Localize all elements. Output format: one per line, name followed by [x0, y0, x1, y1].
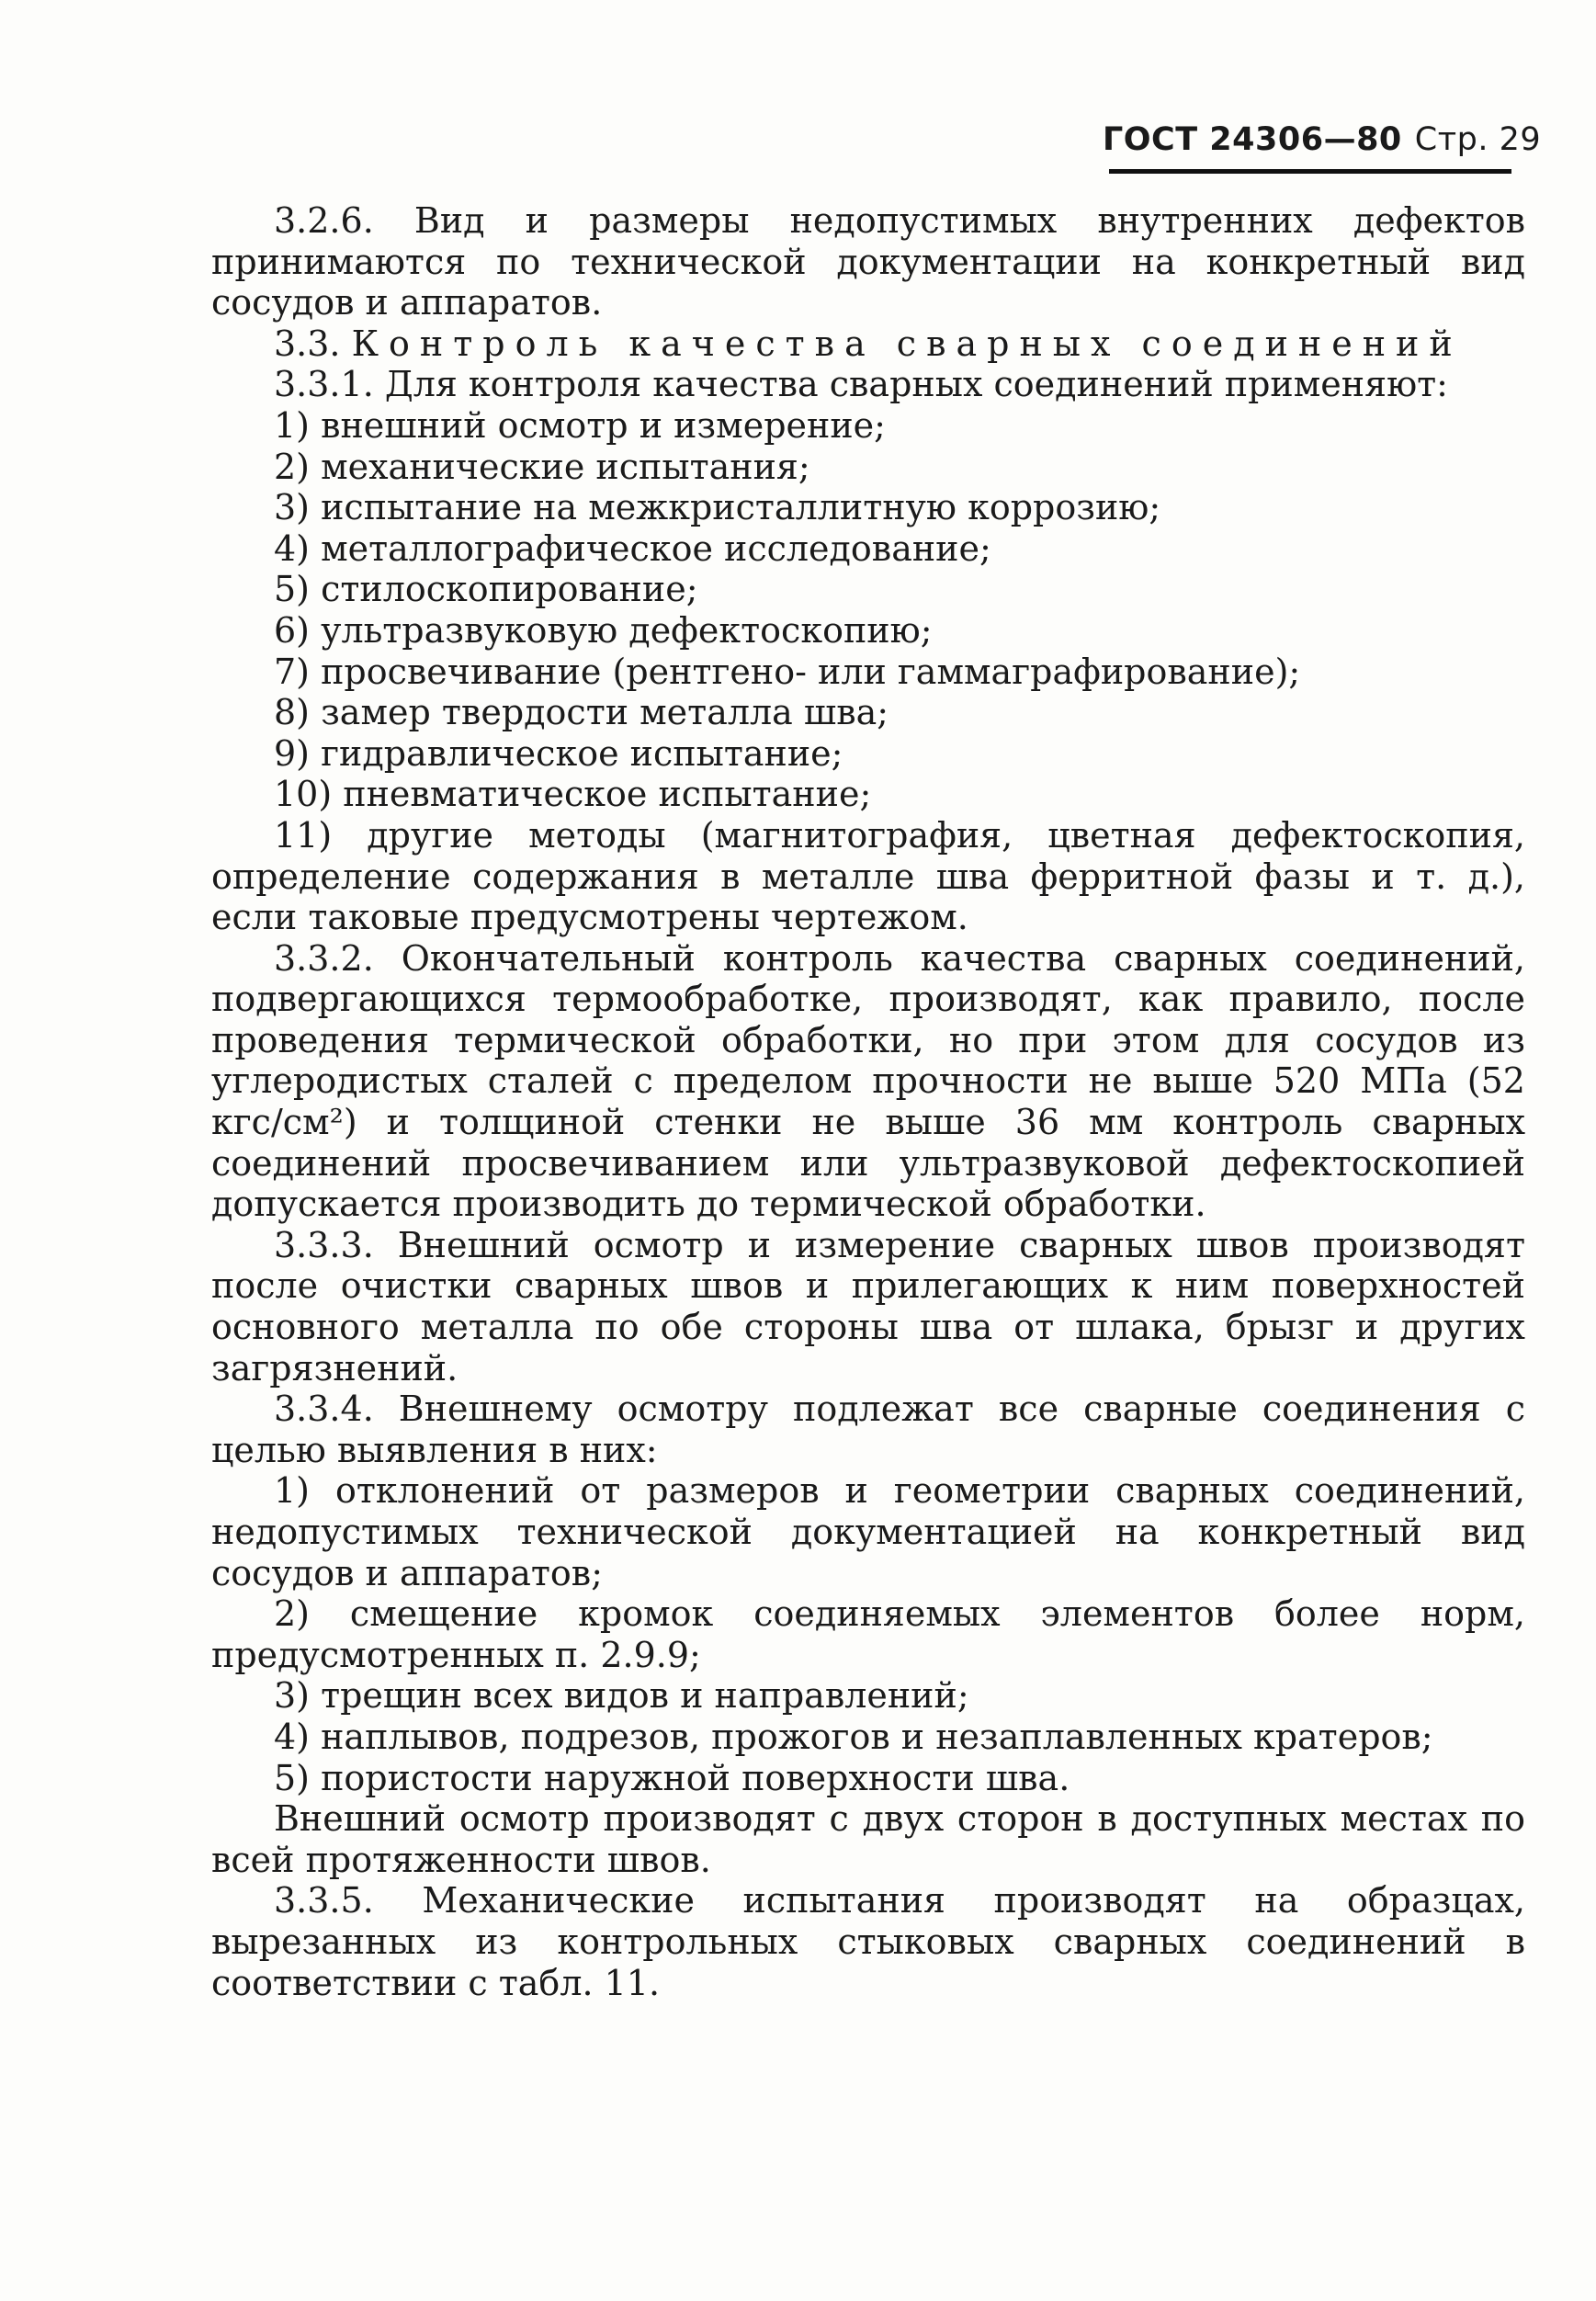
list-item: 9) гидравлическое испытание; — [274, 732, 843, 774]
list-item: 1) отклонений от размеров и геометрии сварных соединений, недопустимых технической документацией на конкретный вид сосудов и аппаратов; — [211, 1470, 1525, 1593]
list-item: 3) испытание на межкристаллитную коррозию; — [274, 487, 1161, 528]
list-item: 2) механические испытания; — [274, 446, 810, 487]
paragraph-3-3-3: 3.3.3. Внешний осмотр и измерение сварных швов производят после очистки сварных швов и прилегающих к ним поверхностей основного металла по обе стороны шва от шлака, брызг и других загрязнений. — [211, 1224, 1525, 1389]
paragraph-3-3-5: 3.3.5. Механические испытания производят на образцах, вырезанных из контрольных стыковых сварных соединений в соответствии с табл. 11. — [211, 1880, 1525, 2003]
list-item: 11) другие методы (магнитография, цветная дефектоскопия, определение содержания в металле шва ферритной фазы и т. д.), если таковые предусмотрены чертежом. — [211, 814, 1525, 938]
list-item: 7) просвечивание (рентгено- или гаммаграфирование); — [274, 651, 1301, 692]
document-body — [211, 200, 1525, 2003]
header-rule — [1109, 169, 1511, 174]
page-header — [1103, 121, 1542, 176]
section-number: 3.3. — [274, 323, 341, 364]
list-item: 2) смещение кромок соединяемых элементов более норм, предусмотренных п. 2.9.9; — [211, 1593, 1525, 1675]
paragraph-3-2-6: 3.2.6. Вид и размеры недопустимых внутренних дефектов принимаются по технической документации на конкретный вид сосудов и аппаратов. — [211, 200, 1525, 323]
list-item: 3) трещин всех видов и направлений; — [274, 1675, 969, 1717]
list-item: 8) замер твердости металла шва; — [274, 692, 889, 733]
list-item: 10) пневматическое испытание; — [274, 774, 872, 815]
paragraph-3-3-4: 3.3.4. Внешнему осмотру подлежат все сварные соединения с целью выявления в них: — [211, 1389, 1525, 1470]
list-item: 5) стилоскопирование; — [274, 569, 698, 610]
list-item: 1) внешний осмотр и измерение; — [274, 404, 886, 446]
list-item: 5) пористости наружной поверхности шва. — [274, 1757, 1070, 1798]
list-item: 4) наплывов, подрезов, прожогов и незаплавленных кратеров; — [274, 1716, 1433, 1757]
list-item: 6) ультразвуковую дефектоскопию; — [274, 609, 933, 651]
list-item: 4) металлографическое исследование; — [274, 527, 991, 569]
paragraph-3-3-4-end: Внешний осмотр производят с двух сторон в доступных местах по всей протяженности швов. — [211, 1798, 1525, 1880]
section-heading-3-3 — [211, 323, 1525, 365]
paragraph-3-3-1: 3.3.1. Для контроля качества сварных соединений применяют: — [274, 364, 1448, 405]
page-number: Стр. 29 — [1414, 121, 1542, 158]
paragraph-3-3-2: 3.3.2. Окончательный контроль качества сварных соединений, подвергающихся термообработке, производят, как правило, после проведения термической обработки, но при этом для сосудов из углеродистых сталей с пределом прочности не выше 520 МПа (52 кгс/см²) и толщиной стенки не выше 36 мм контроль сварных соединений просвечиванием или ультразвуковой дефектоскопией допускается производить до термической обработки. — [211, 937, 1525, 1225]
section-title: Контроль качества сварных соединений — [351, 323, 1463, 364]
standard-number: ГОСТ 24306—80 — [1103, 121, 1402, 158]
